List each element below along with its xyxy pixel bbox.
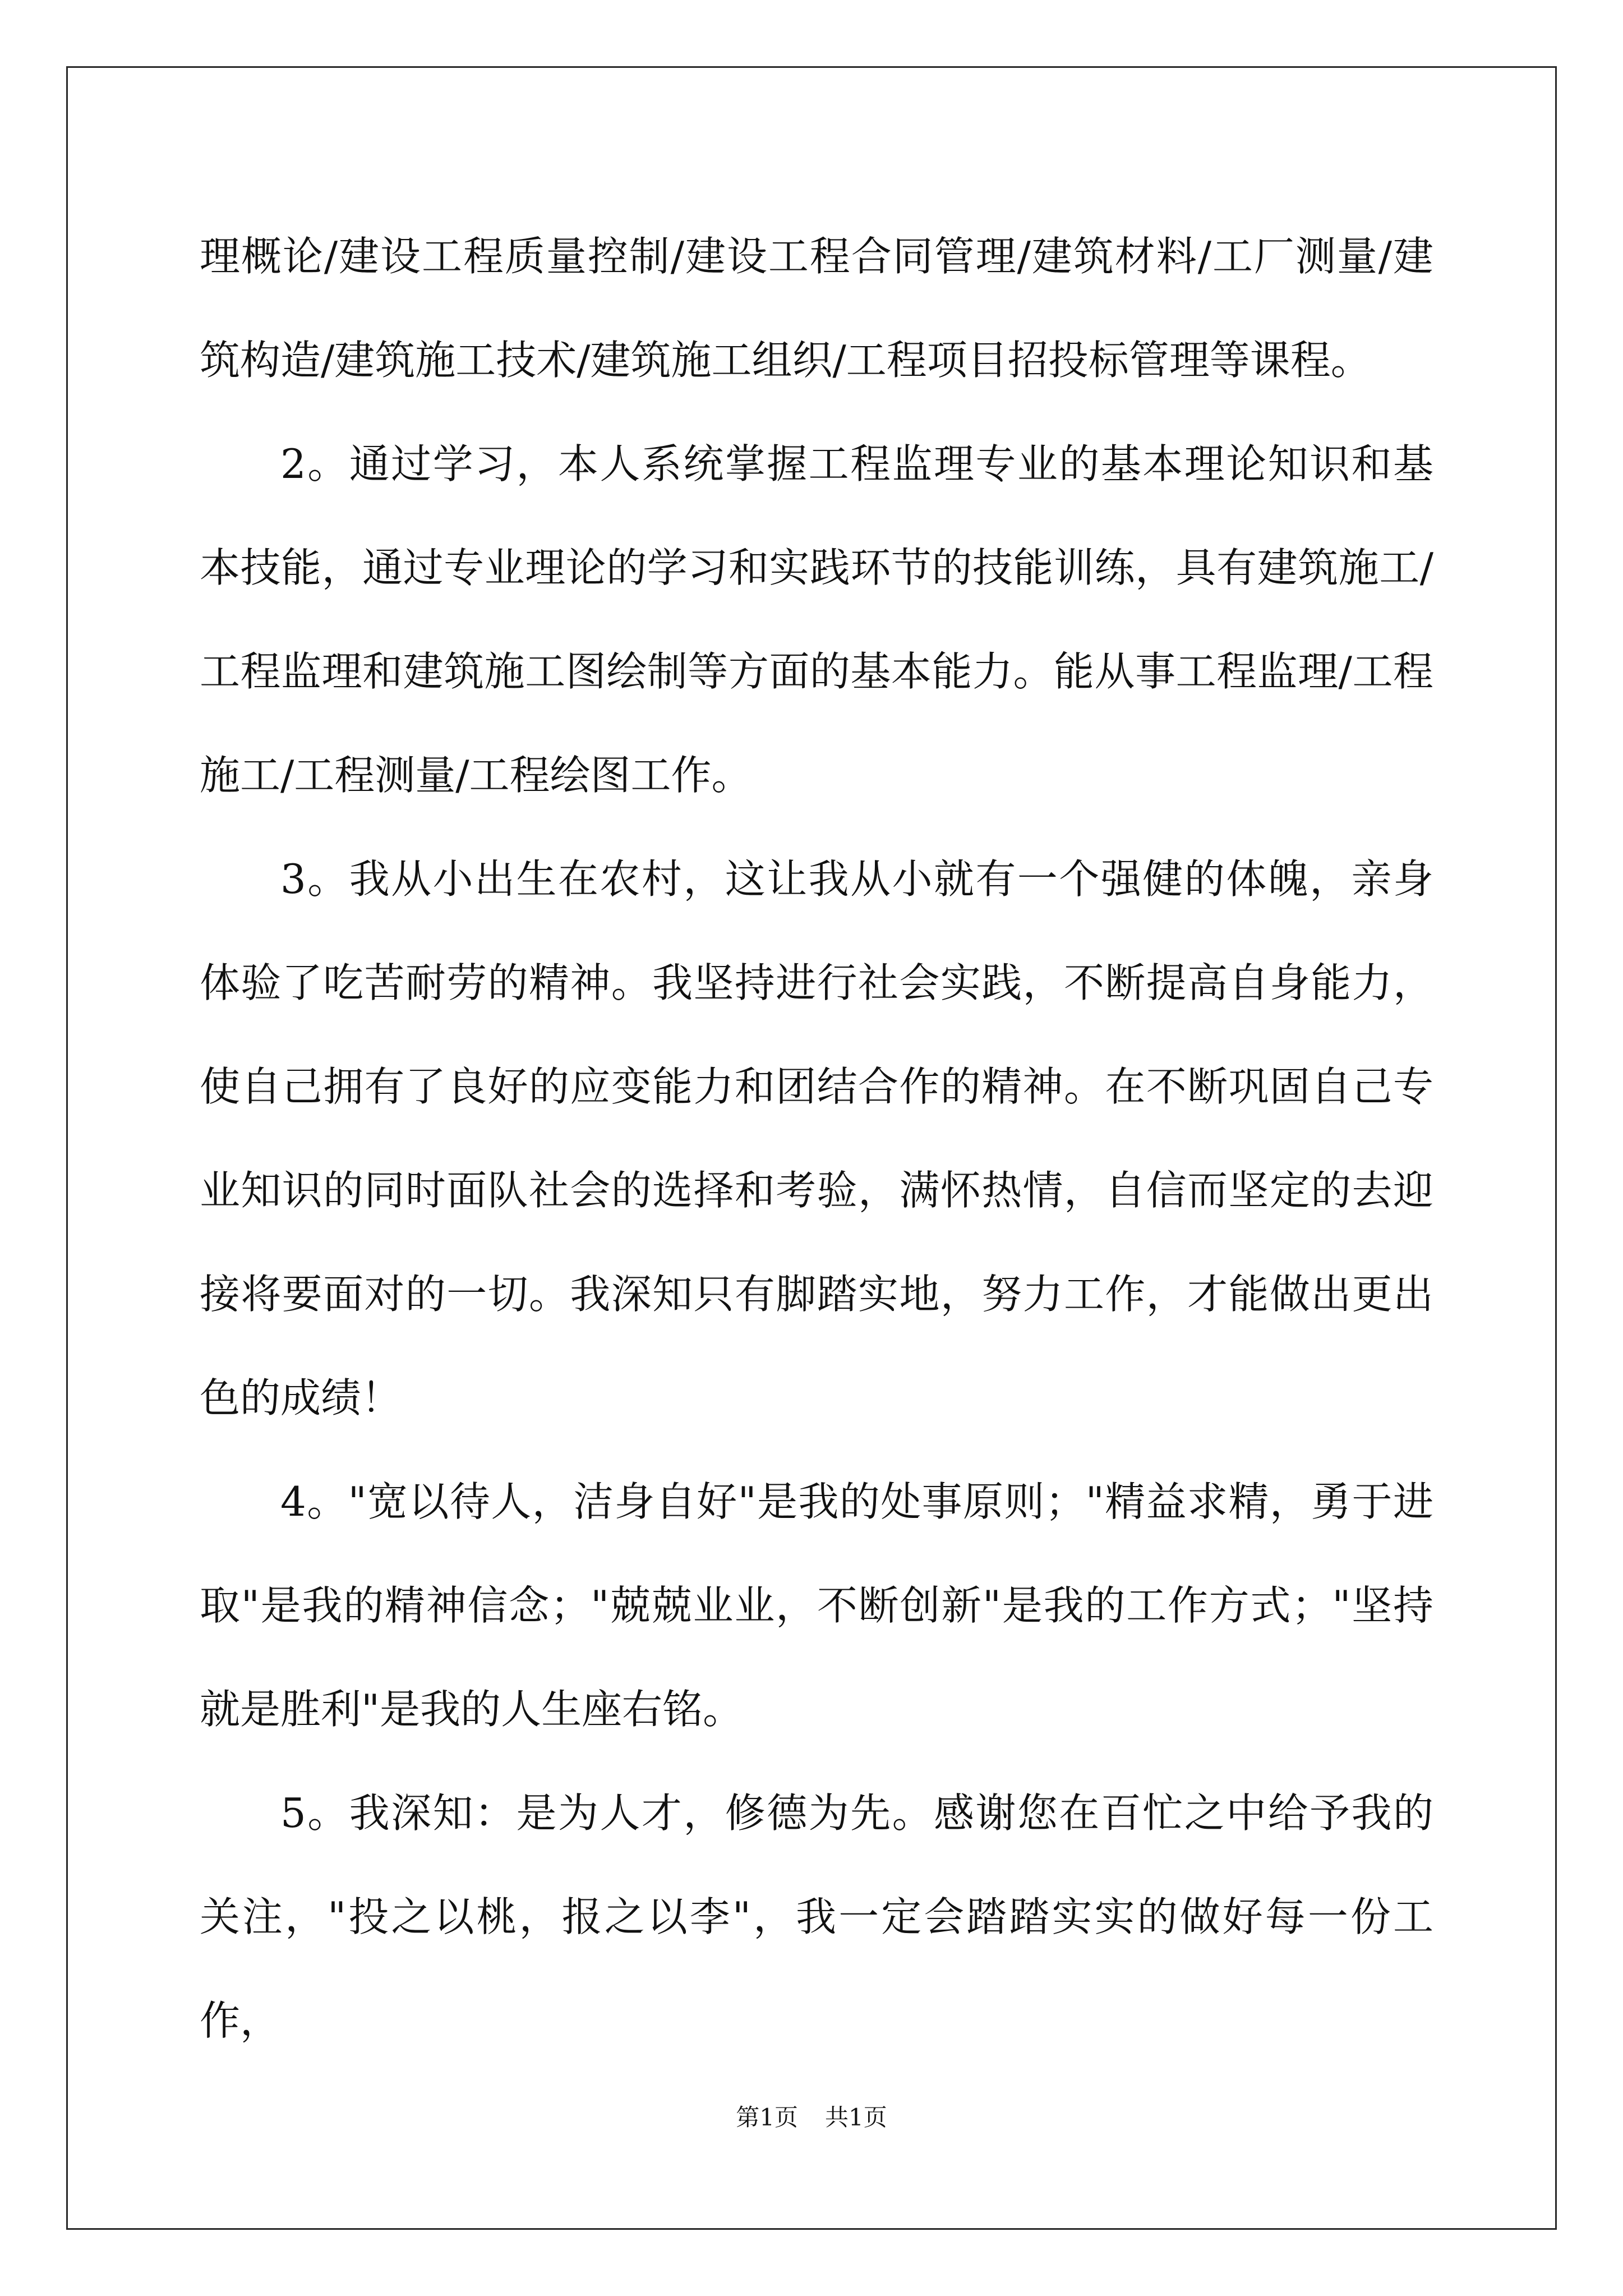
document-body [200,205,1433,2073]
page-number: 第1页 [736,2104,798,2131]
paragraph-2: 2。通过学习，本人系统掌握工程监理专业的基本理论知识和基本技能，通过专业理论的学习和实践环节的技能训练，具有建筑施工/工程监理和建筑施工图绘制等方面的基本能力。能从事工程监理/工程施工/工程测量/工程绘图工作。 [200,440,1433,799]
page-footer [0,2101,1623,2134]
paragraph-5: 5。我深知：是为人才，修德为先。感谢您在百忙之中给予我的关注，"投之以桃，报之以李"，我一定会踏踏实实的做好每一份工作， [200,1789,1433,2044]
paragraph-3: 3。我从小出生在农村，这让我从小就有一个强健的体魄，亲身体验了吃苦耐劳的精神。我坚持进行社会实践，不断提高自身能力，使自己拥有了良好的应变能力和团结合作的精神。在不断巩固自己专业知识的同时面队社会的选择和考验，满怀热情，自信而坚定的去迎接将要面对的一切。我深知只有脚踏实地，努力工作，才能做出更出色的成绩！ [200,855,1433,1421]
page-total: 共1页 [825,2104,887,2131]
paragraph-1: 理概论/建设工程质量控制/建设工程合同管理/建筑材料/工厂测量/建筑构造/建筑施工技术/建筑施工组织/工程项目招投标管理等课程。 [200,233,1433,384]
paragraph-4: 4。"宽以待人，洁身自好"是我的处事原则；"精益求精，勇于进取"是我的精神信念；"兢兢业业，不断创新"是我的工作方式；"坚持就是胜利"是我的人生座右铭。 [200,1478,1433,1733]
